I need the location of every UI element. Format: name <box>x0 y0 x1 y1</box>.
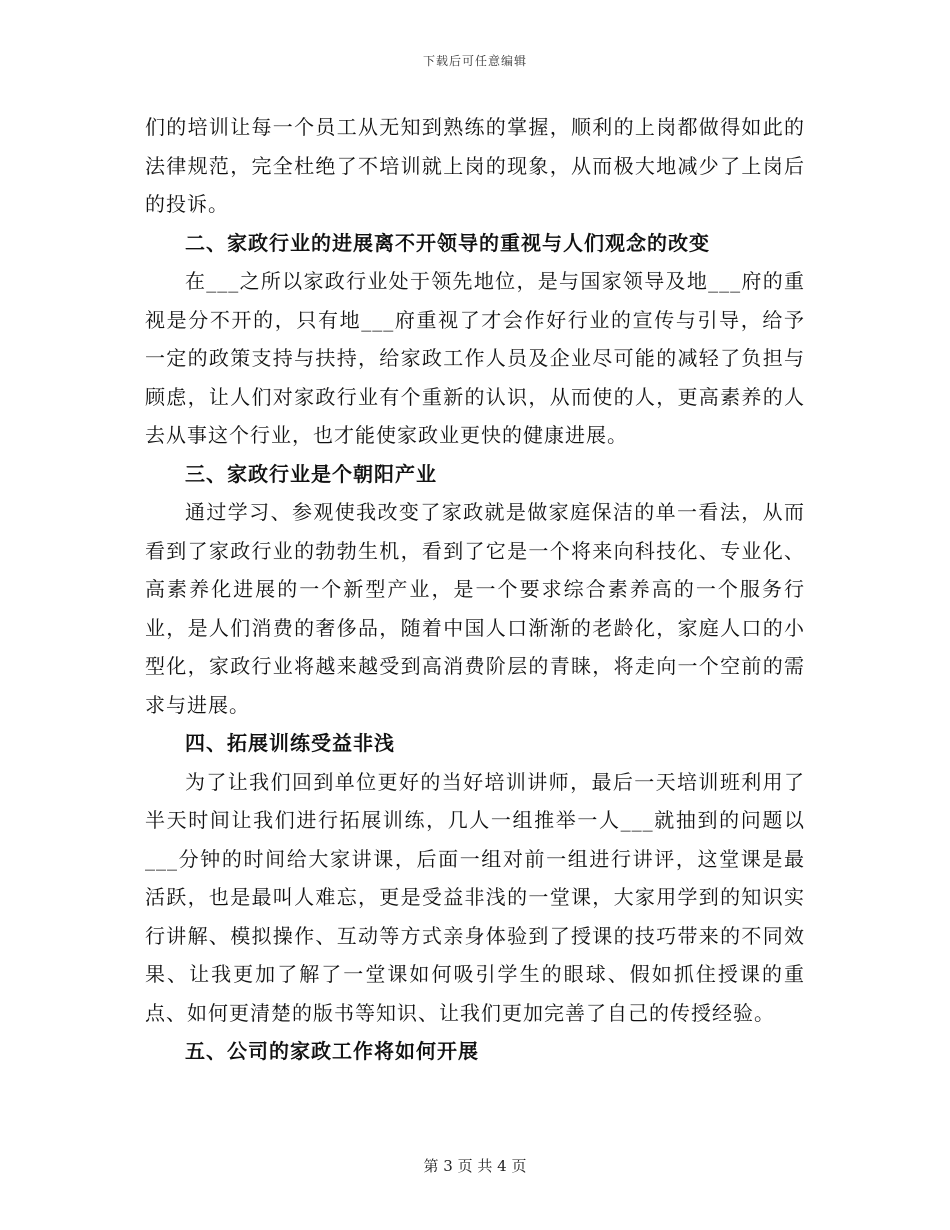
paragraph-section-4: 为了让我们回到单位更好的当好培训讲师，最后一天培训班利用了半天时间让我们进行拓展训练，几人一组推举一人___就抽到的问题以___分钟的时间给大家讲课，后面一组对前一组进行讲评，这堂课是最活跃，也是最叫人难忘，更是受益非浅的一堂课，大家用学到的知识实行讲解、模拟操作、互动等方式亲身体验到了授课的技巧带来的不同效果、让我更加了解了一堂课如何吸引学生的眼球、假如抓住授课的重点、如何更清楚的版书等知识、让我们更加完善了自己的传授经验。 <box>145 769 805 1025</box>
document-body <box>145 108 805 1071</box>
page-number: 第 3 页 共 4 页 <box>423 1157 527 1175</box>
section-heading-2: 二、家政行业的进展离不开领导的重视与人们观念的改变 <box>185 230 710 255</box>
section-heading-4: 四、拓展训练受益非浅 <box>185 731 395 755</box>
header-note: 下载后可任意编辑 <box>422 54 527 68</box>
paragraph-continued: 们的培训让每一个员工从无知到熟练的掌握，顺利的上岗都做得如此的法律规范，完全杜绝了不培训就上岗的现象，从而极大地减少了上岗后的投诉。 <box>145 115 805 216</box>
paragraph-section-3: 通过学习、参观使我改变了家政就是做家庭保洁的单一看法，从而看到了家政行业的勃勃生机，看到了它是一个将来向科技化、专业化、高素养化进展的一个新型产业，是一个要求综合素养高的一个服务行业，是人们消费的奢侈品，随着中国人口渐渐的老龄化，家庭人口的小型化，家政行业将越来越受到高消费阶层的青睐，将走向一个空前的需求与进展。 <box>145 500 805 717</box>
section-heading-5: 五、公司的家政工作将如何开展 <box>185 1039 479 1063</box>
paragraph-section-2: 在___之所以家政行业处于领先地位，是与国家领导及地___府的重视是分不开的，只有地___府重视了才会作好行业的宣传与引导，给予一定的政策支持与扶持，给家政工作人员及企业尽可能的减轻了负担与顾虑，让人们对家政行业有个重新的认识，从而使的人，更高素养的人去从事这个行业，也才能使家政业更快的健康进展。 <box>145 269 805 447</box>
section-heading-3: 三、家政行业是个朝阳产业 <box>185 461 437 486</box>
